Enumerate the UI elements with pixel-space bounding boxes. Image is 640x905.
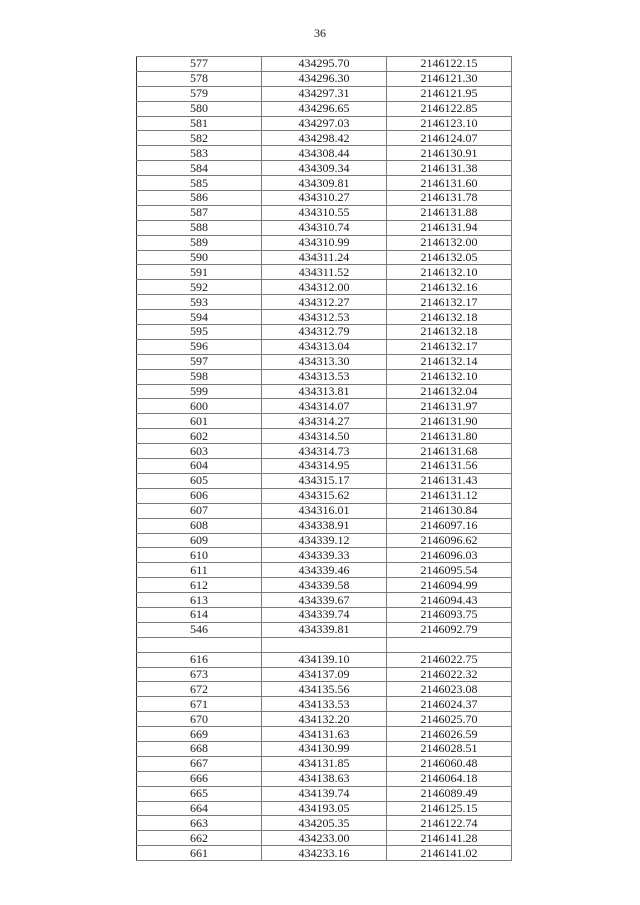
x-coordinate-cell: 434296.30 — [262, 71, 387, 86]
point-number-cell: 668 — [137, 741, 262, 756]
table-row — [137, 846, 512, 861]
x-coordinate-cell: 434311.52 — [262, 265, 387, 280]
table-row — [137, 563, 512, 578]
x-coordinate-cell: 434339.67 — [262, 593, 387, 608]
point-number-cell: 600 — [137, 399, 262, 414]
y-coordinate-cell: 2146060.48 — [387, 756, 512, 771]
x-coordinate-cell: 434138.63 — [262, 771, 387, 786]
y-coordinate-cell: 2146132.05 — [387, 250, 512, 265]
table-row — [137, 205, 512, 220]
x-coordinate-cell: 434295.70 — [262, 57, 387, 72]
x-coordinate-cell: 434233.00 — [262, 831, 387, 846]
x-coordinate-cell: 434233.16 — [262, 846, 387, 861]
y-coordinate-cell: 2146022.75 — [387, 652, 512, 667]
point-number-cell: 595 — [137, 325, 262, 340]
x-coordinate-cell: 434312.00 — [262, 280, 387, 295]
x-coordinate-cell: 434313.04 — [262, 339, 387, 354]
x-coordinate-cell: 434314.50 — [262, 429, 387, 444]
x-coordinate-cell: 434312.53 — [262, 310, 387, 325]
x-coordinate-cell: 434339.81 — [262, 622, 387, 637]
point-number-cell: 579 — [137, 86, 262, 101]
table-row — [137, 101, 512, 116]
y-coordinate-cell: 2146024.37 — [387, 697, 512, 712]
table-row — [137, 399, 512, 414]
table-row — [137, 444, 512, 459]
table-row — [137, 295, 512, 310]
x-coordinate-cell: 434339.33 — [262, 548, 387, 563]
x-coordinate-cell: 434312.79 — [262, 325, 387, 340]
table-row — [137, 459, 512, 474]
point-number-cell: 661 — [137, 846, 262, 861]
x-coordinate-cell: 434312.27 — [262, 295, 387, 310]
y-coordinate-cell: 2146132.14 — [387, 354, 512, 369]
point-number-cell: 581 — [137, 116, 262, 131]
point-number-cell: 665 — [137, 786, 262, 801]
point-number-cell: 671 — [137, 697, 262, 712]
table-row — [137, 637, 512, 652]
point-number-cell: 609 — [137, 533, 262, 548]
y-coordinate-cell: 2146131.43 — [387, 473, 512, 488]
y-coordinate-cell: 2146130.84 — [387, 503, 512, 518]
x-coordinate-cell: 434339.74 — [262, 607, 387, 622]
point-number-cell: 673 — [137, 667, 262, 682]
point-number-cell: 666 — [137, 771, 262, 786]
table-row — [137, 503, 512, 518]
table-row — [137, 593, 512, 608]
table-row — [137, 325, 512, 340]
table-row — [137, 697, 512, 712]
table-row — [137, 71, 512, 86]
table-row — [137, 310, 512, 325]
table-row — [137, 578, 512, 593]
coordinates-table — [136, 56, 512, 861]
table-row — [137, 756, 512, 771]
table-row — [137, 414, 512, 429]
x-coordinate-cell: 434131.85 — [262, 756, 387, 771]
point-number-cell: 582 — [137, 131, 262, 146]
y-coordinate-cell: 2146131.97 — [387, 399, 512, 414]
y-coordinate-cell: 2146094.99 — [387, 578, 512, 593]
y-coordinate-cell: 2146125.15 — [387, 801, 512, 816]
y-coordinate-cell: 2146023.08 — [387, 682, 512, 697]
y-coordinate-cell: 2146132.17 — [387, 339, 512, 354]
x-coordinate-cell: 434315.62 — [262, 488, 387, 503]
y-coordinate-cell: 2146022.32 — [387, 667, 512, 682]
table-row — [137, 727, 512, 742]
point-number-cell: 605 — [137, 473, 262, 488]
table-row — [137, 488, 512, 503]
table-row — [137, 518, 512, 533]
table-row — [137, 548, 512, 563]
point-number-cell: 590 — [137, 250, 262, 265]
y-coordinate-cell: 2146093.75 — [387, 607, 512, 622]
point-number-cell: 670 — [137, 712, 262, 727]
x-coordinate-cell: 434309.34 — [262, 161, 387, 176]
x-coordinate-cell: 434130.99 — [262, 741, 387, 756]
x-coordinate-cell: 434135.56 — [262, 682, 387, 697]
table-row — [137, 339, 512, 354]
point-number-cell: 601 — [137, 414, 262, 429]
y-coordinate-cell: 2146132.18 — [387, 310, 512, 325]
y-coordinate-cell: 2146025.70 — [387, 712, 512, 727]
point-number-cell: 592 — [137, 280, 262, 295]
x-coordinate-cell: 434313.30 — [262, 354, 387, 369]
table-row — [137, 86, 512, 101]
table-row — [137, 354, 512, 369]
point-number-cell: 603 — [137, 444, 262, 459]
y-coordinate-cell: 2146123.10 — [387, 116, 512, 131]
x-coordinate-cell: 434310.27 — [262, 191, 387, 206]
y-coordinate-cell: 2146131.94 — [387, 220, 512, 235]
x-coordinate-cell: 434338.91 — [262, 518, 387, 533]
y-coordinate-cell: 2146121.95 — [387, 86, 512, 101]
point-number-cell: 577 — [137, 57, 262, 72]
y-coordinate-cell: 2146095.54 — [387, 563, 512, 578]
point-number-cell: 596 — [137, 339, 262, 354]
table-row — [137, 622, 512, 637]
x-coordinate-cell: 434297.31 — [262, 86, 387, 101]
table-row — [137, 220, 512, 235]
y-coordinate-cell: 2146141.28 — [387, 831, 512, 846]
point-number-cell: 584 — [137, 161, 262, 176]
point-number-cell: 662 — [137, 831, 262, 846]
y-coordinate-cell: 2146131.78 — [387, 191, 512, 206]
y-coordinate-cell: 2146131.68 — [387, 444, 512, 459]
table-row — [137, 607, 512, 622]
x-coordinate-cell: 434132.20 — [262, 712, 387, 727]
table-row — [137, 801, 512, 816]
y-coordinate-cell: 2146096.62 — [387, 533, 512, 548]
x-coordinate-cell: 434193.05 — [262, 801, 387, 816]
x-coordinate-cell: 434310.99 — [262, 235, 387, 250]
table-row — [137, 473, 512, 488]
table-row — [137, 384, 512, 399]
y-coordinate-cell: 2146094.43 — [387, 593, 512, 608]
point-number-cell: 597 — [137, 354, 262, 369]
y-coordinate-cell: 2146026.59 — [387, 727, 512, 742]
x-coordinate-cell: 434309.81 — [262, 176, 387, 191]
x-coordinate-cell: 434310.55 — [262, 205, 387, 220]
point-number-cell: 580 — [137, 101, 262, 116]
point-number-cell: 586 — [137, 191, 262, 206]
y-coordinate-cell: 2146131.12 — [387, 488, 512, 503]
table-row — [137, 682, 512, 697]
table-row — [137, 429, 512, 444]
point-number-cell: 594 — [137, 310, 262, 325]
point-number-cell: 607 — [137, 503, 262, 518]
point-number-cell: 599 — [137, 384, 262, 399]
point-number-cell: 610 — [137, 548, 262, 563]
table-row — [137, 831, 512, 846]
y-coordinate-cell: 2146028.51 — [387, 741, 512, 756]
y-coordinate-cell: 2146132.17 — [387, 295, 512, 310]
y-coordinate-cell: 2146131.56 — [387, 459, 512, 474]
point-number-cell: 598 — [137, 369, 262, 384]
point-number-cell: 664 — [137, 801, 262, 816]
x-coordinate-cell: 434296.65 — [262, 101, 387, 116]
x-coordinate-cell: 434139.74 — [262, 786, 387, 801]
x-coordinate-cell: 434131.63 — [262, 727, 387, 742]
table-row — [137, 161, 512, 176]
point-number-cell: 602 — [137, 429, 262, 444]
y-coordinate-cell: 2146130.91 — [387, 146, 512, 161]
y-coordinate-cell: 2146132.04 — [387, 384, 512, 399]
table-row — [137, 235, 512, 250]
table-row — [137, 741, 512, 756]
y-coordinate-cell: 2146096.03 — [387, 548, 512, 563]
x-coordinate-cell: 434314.73 — [262, 444, 387, 459]
table-row — [137, 280, 512, 295]
x-coordinate-cell: 434316.01 — [262, 503, 387, 518]
x-coordinate-cell: 434314.07 — [262, 399, 387, 414]
x-coordinate-cell: 434339.58 — [262, 578, 387, 593]
y-coordinate-cell: 2146121.30 — [387, 71, 512, 86]
x-coordinate-cell: 434313.53 — [262, 369, 387, 384]
y-coordinate-cell: 2146131.90 — [387, 414, 512, 429]
point-number-cell: 578 — [137, 71, 262, 86]
table-row — [137, 176, 512, 191]
page-number: 36 — [314, 26, 326, 40]
x-coordinate-cell: 434313.81 — [262, 384, 387, 399]
table-row — [137, 191, 512, 206]
y-coordinate-cell: 2146089.49 — [387, 786, 512, 801]
y-coordinate-cell: 2146131.80 — [387, 429, 512, 444]
point-number-cell: 614 — [137, 607, 262, 622]
x-coordinate-cell: 434314.27 — [262, 414, 387, 429]
table-row — [137, 369, 512, 384]
point-number-cell: 589 — [137, 235, 262, 250]
y-coordinate-cell: 2146064.18 — [387, 771, 512, 786]
x-coordinate-cell: 434297.03 — [262, 116, 387, 131]
point-number-cell: 608 — [137, 518, 262, 533]
y-coordinate-cell: 2146132.10 — [387, 265, 512, 280]
point-number-cell: 583 — [137, 146, 262, 161]
point-number-cell: 672 — [137, 682, 262, 697]
table-row — [137, 116, 512, 131]
point-number-cell: 546 — [137, 622, 262, 637]
coordinates-table-body — [137, 57, 512, 861]
y-coordinate-cell: 2146097.16 — [387, 518, 512, 533]
y-coordinate-cell: 2146132.10 — [387, 369, 512, 384]
y-coordinate-cell: 2146132.16 — [387, 280, 512, 295]
point-number-cell: 613 — [137, 593, 262, 608]
y-coordinate-cell: 2146141.02 — [387, 846, 512, 861]
y-coordinate-cell: 2146122.85 — [387, 101, 512, 116]
table-row — [137, 771, 512, 786]
y-coordinate-cell: 2146122.74 — [387, 816, 512, 831]
table-row — [137, 667, 512, 682]
x-coordinate-cell: 434308.44 — [262, 146, 387, 161]
point-number-cell: 669 — [137, 727, 262, 742]
y-coordinate-cell: 2146122.15 — [387, 57, 512, 72]
table-row — [137, 57, 512, 72]
table-row — [137, 712, 512, 727]
y-coordinate-cell: 2146092.79 — [387, 622, 512, 637]
x-coordinate-cell: 434205.35 — [262, 816, 387, 831]
table-row — [137, 265, 512, 280]
point-number-cell: 593 — [137, 295, 262, 310]
table-row — [137, 533, 512, 548]
table-row — [137, 786, 512, 801]
x-coordinate-cell: 434339.46 — [262, 563, 387, 578]
point-number-cell: 604 — [137, 459, 262, 474]
point-number-cell: 591 — [137, 265, 262, 280]
x-coordinate-cell: 434139.10 — [262, 652, 387, 667]
x-coordinate-cell: 434339.12 — [262, 533, 387, 548]
y-coordinate-cell: 2146124.07 — [387, 131, 512, 146]
y-coordinate-cell: 2146132.18 — [387, 325, 512, 340]
table-row — [137, 250, 512, 265]
x-coordinate-cell: 434310.74 — [262, 220, 387, 235]
point-number-cell: 606 — [137, 488, 262, 503]
point-number-cell: 588 — [137, 220, 262, 235]
point-number-cell: 612 — [137, 578, 262, 593]
point-number-cell: 667 — [137, 756, 262, 771]
point-number-cell: 585 — [137, 176, 262, 191]
x-coordinate-cell: 434315.17 — [262, 473, 387, 488]
y-coordinate-cell — [387, 637, 512, 652]
point-number-cell — [137, 637, 262, 652]
table-row — [137, 131, 512, 146]
x-coordinate-cell — [262, 637, 387, 652]
x-coordinate-cell: 434298.42 — [262, 131, 387, 146]
table-row — [137, 816, 512, 831]
table-row — [137, 652, 512, 667]
x-coordinate-cell: 434314.95 — [262, 459, 387, 474]
y-coordinate-cell: 2146131.60 — [387, 176, 512, 191]
y-coordinate-cell: 2146131.38 — [387, 161, 512, 176]
x-coordinate-cell: 434137.09 — [262, 667, 387, 682]
point-number-cell: 663 — [137, 816, 262, 831]
y-coordinate-cell: 2146132.00 — [387, 235, 512, 250]
point-number-cell: 616 — [137, 652, 262, 667]
point-number-cell: 587 — [137, 205, 262, 220]
table-row — [137, 146, 512, 161]
point-number-cell: 611 — [137, 563, 262, 578]
y-coordinate-cell: 2146131.88 — [387, 205, 512, 220]
x-coordinate-cell: 434133.53 — [262, 697, 387, 712]
x-coordinate-cell: 434311.24 — [262, 250, 387, 265]
